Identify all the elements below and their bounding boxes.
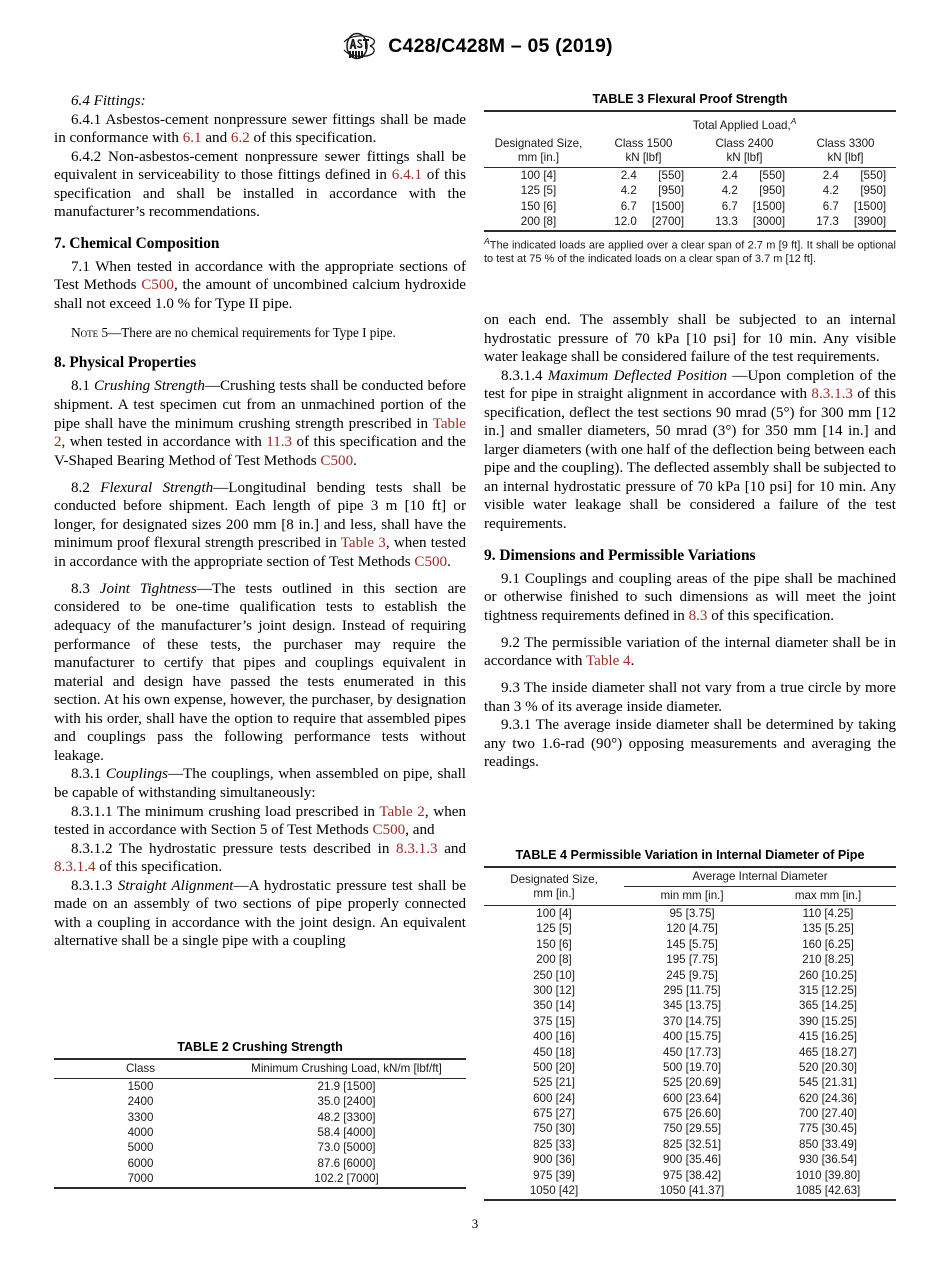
footnote-marker: A bbox=[484, 236, 490, 247]
cell-class-1500: 6.7 [1500] bbox=[620, 199, 685, 213]
cell-size: 975 [39] bbox=[533, 1168, 575, 1182]
table-3-col-class-1500: Class 1500 kN [lbf] bbox=[614, 137, 673, 165]
text-run: 8.3 bbox=[71, 580, 100, 597]
ref-link-c500[interactable]: C500 bbox=[372, 822, 406, 839]
text-run: . bbox=[353, 452, 357, 469]
cell-max: 365 [14.25] bbox=[799, 999, 858, 1013]
ref-link-table-2[interactable]: Table 2 bbox=[379, 803, 425, 820]
ref-link-6-4-1[interactable]: 6.4.1 bbox=[391, 167, 422, 184]
cell-min: 600 [23.64] bbox=[663, 1091, 722, 1105]
cell-min: 370 [14.75] bbox=[663, 1014, 722, 1028]
text-run: , when tested in accordance with the appropriate section of Test Methods bbox=[54, 535, 466, 570]
cell-class-1500: 4.2 [950] bbox=[620, 184, 685, 198]
table-row bbox=[54, 1110, 466, 1125]
table-3-span-header-row bbox=[484, 111, 896, 135]
cell-min: 1050 [41.37] bbox=[659, 1184, 725, 1198]
cell-size: 1050 [42] bbox=[529, 1184, 579, 1198]
cell-class: 5000 bbox=[127, 1141, 154, 1155]
cell-min: 825 [32.51] bbox=[663, 1137, 722, 1151]
cell-class: 4000 bbox=[127, 1125, 154, 1139]
table-3-col-size: Designated Size, mm [in.] bbox=[494, 137, 583, 165]
cell-min: 900 [35.46] bbox=[663, 1153, 722, 1167]
cell-min: 95 [3.75] bbox=[669, 907, 715, 920]
text-run: of this specification. bbox=[707, 607, 835, 624]
table-row bbox=[484, 1030, 896, 1045]
table-row bbox=[484, 1091, 896, 1106]
cell-size: 375 [15] bbox=[533, 1014, 575, 1028]
text-run: 8.3.1.2 The hydrostatic pressure tests described in bbox=[71, 840, 397, 857]
cell-class-2400: 13.3 [3000] bbox=[715, 215, 786, 229]
document-designation: C428/C428M – 05 (2019) bbox=[388, 34, 613, 57]
paragraph-continued: on each end. The assembly shall be subjected to an internal hydrostatic pressure of 70 kPa [10 psi] for 10 min. Any visible water leakage shall be considered failure of the test requirements. bbox=[484, 312, 896, 366]
table-3-footnote: $^A$The indicated loads are applied over a clear span of 2.7 m [9 ft]. It shall be optional to test at 75 % of the indicated loads on a clear span of 3.7 m [12 ft]. bbox=[484, 236, 896, 266]
cell-size: 900 [36] bbox=[533, 1153, 575, 1167]
cell-class-2400: 4.2 [950] bbox=[721, 184, 786, 198]
text-run: 6.4.2 Non-asbestos-cement nonpressure sewer fittings shall be equivalent in serviceability to those fittings defined in bbox=[54, 148, 466, 184]
table-2-bottom-rule bbox=[54, 1188, 466, 1189]
cell-size: 125 [5] bbox=[536, 922, 572, 936]
text-run: 9.1 Couplings and coupling areas of the pipe shall be machined or otherwise finished to such dimensions as will meet the joint tightness requirements defined in bbox=[484, 570, 896, 624]
paragraph-6-4-1 bbox=[54, 111, 466, 148]
ref-link-8-3-1-3[interactable]: 8.3.1.3 bbox=[396, 840, 438, 857]
table-3-col-class-3300: Class 3300 kN [lbf] bbox=[816, 137, 875, 165]
text-run: 6.4.1 Asbestos-cement nonpressure sewer fittings shall be made in conformance with bbox=[54, 111, 466, 147]
table-row bbox=[484, 922, 896, 937]
ref-link-table-2[interactable]: Table 2 bbox=[54, 415, 466, 451]
table-3-header-row bbox=[484, 135, 896, 168]
note-5 bbox=[54, 325, 466, 341]
cell-size: 125 [5] bbox=[520, 184, 557, 198]
cell-max: 390 [15.25] bbox=[799, 1014, 858, 1028]
text-run: and bbox=[437, 840, 466, 857]
term-straight-alignment: Straight Alignment bbox=[117, 877, 234, 894]
table-row bbox=[484, 1045, 896, 1060]
cell-max: 465 [18.27] bbox=[799, 1045, 858, 1059]
ref-link-8-3-1-3[interactable]: 8.3.1.3 bbox=[811, 386, 853, 403]
cell-size: 350 [14] bbox=[533, 999, 575, 1013]
table-row bbox=[54, 1125, 466, 1140]
cell-min: 450 [17.73] bbox=[663, 1045, 722, 1059]
table-row bbox=[484, 968, 896, 983]
ref-link-c500[interactable]: C500 bbox=[414, 553, 448, 570]
table-row bbox=[484, 937, 896, 952]
table-4 bbox=[484, 866, 896, 1201]
cell-class-2400: 2.4 [550] bbox=[721, 169, 786, 183]
text-run: of this specification, deflect the test sections 90 mrad (5°) for 300 mm [12 in.] and smaller diameters, 50 mrad (3°) for 350 mm [14 in.] and larger diameters (with one half of the deflection being between each pipe and the coupling). The deflected assembly shall be subjected to an internal hydrostatic pressure of 70 kPa [10 psi] for 10 min. Any visible water leakage shall be considered a failure of the test requirements. bbox=[484, 386, 896, 533]
table-4-col-size: Designated Size, mm [in.] bbox=[510, 872, 598, 900]
cell-min: 975 [38.42] bbox=[663, 1168, 722, 1182]
text-run: —Longitudinal bending tests shall be conducted before shipment. Each length of pipe 3 m [10 ft] or longer, for designated sizes 200 mm [8 in.] and less, shall have the minimum proof flexural strength prescribed in bbox=[54, 479, 466, 552]
ref-link-c500[interactable]: C500 bbox=[320, 452, 354, 469]
cell-size: 200 [8] bbox=[536, 953, 572, 967]
cell-min: 400 [15.75] bbox=[663, 1030, 722, 1044]
cell-max: 1010 [39.80] bbox=[795, 1168, 861, 1182]
text-run: —Upon completion of the test for pipe in straight alignment in accordance with bbox=[484, 367, 897, 403]
astm-logo bbox=[337, 32, 379, 60]
cell-size: 300 [12] bbox=[533, 983, 575, 997]
cell-size: 150 [6] bbox=[536, 937, 572, 951]
paragraph-8-3-1 bbox=[54, 765, 466, 802]
text-run: , when tested in accordance with bbox=[61, 434, 267, 451]
cell-max: 1085 [42.63] bbox=[795, 1184, 861, 1198]
text-run: 8.3.1.4 bbox=[501, 367, 548, 384]
cell-min: 195 [7.75] bbox=[666, 953, 718, 967]
table-row bbox=[484, 1014, 896, 1029]
cell-size: 100 [4] bbox=[520, 169, 557, 183]
ref-link-6-2[interactable]: 6.2 bbox=[230, 130, 250, 147]
heading-section-8: 8. Physical Properties bbox=[54, 354, 197, 372]
paragraph-7-1 bbox=[54, 258, 466, 314]
table-row bbox=[54, 1156, 466, 1171]
ref-link-8-3-1-4[interactable]: 8.3.1.4 bbox=[54, 859, 96, 876]
paragraph-6-4 bbox=[54, 92, 466, 111]
cell-class-3300: 6.7 [1500] bbox=[822, 199, 887, 213]
cell-class: 6000 bbox=[127, 1156, 154, 1170]
table-row bbox=[484, 168, 896, 184]
cell-load: 48.2 [3300] bbox=[317, 1110, 376, 1124]
cell-min: 245 [9.75] bbox=[666, 968, 718, 982]
note-label: Note bbox=[71, 325, 99, 341]
cell-min: 500 [19.70] bbox=[663, 1060, 722, 1074]
table-2-col-load: Minimum Crushing Load, kN/m [lbf/ft] bbox=[251, 1062, 442, 1075]
table-2 bbox=[54, 1058, 466, 1189]
table-2-block bbox=[54, 1040, 466, 1189]
table-row bbox=[484, 906, 896, 922]
cell-min: 345 [13.75] bbox=[663, 999, 722, 1013]
ref-link-c500[interactable]: C500 bbox=[141, 277, 174, 294]
text-run: —The tests outlined in this section are considered to be one-time qualification tests to establish the adequacy of the manufacturer’s joint design. Instead of requiring performance of these tests, the purchaser may require the manufacturer to certify that pipes and couplings equivalent in material and design have passed the tests enumerated in this section. At his own expense, however, the purchaser, by designation with his order, shall have the option to require that assembled pipes and couplings pass the following performance tests without leakage. bbox=[54, 580, 466, 764]
paragraph-8-3 bbox=[54, 580, 466, 765]
table-row bbox=[484, 1183, 896, 1199]
cell-load: 102.2 [7000] bbox=[314, 1172, 379, 1186]
cell-size: 675 [27] bbox=[533, 1107, 575, 1121]
cell-size: 750 [30] bbox=[533, 1122, 575, 1136]
text-run: of this specification. bbox=[249, 130, 377, 147]
table-2-col-class: Class bbox=[126, 1062, 156, 1075]
cell-max: 260 [10.25] bbox=[799, 968, 858, 982]
term-couplings: Couplings bbox=[105, 766, 168, 783]
table-4-title: TABLE 4 Permissible Variation in Internal Diameter of Pipe bbox=[515, 848, 865, 862]
paragraph-8-1 bbox=[54, 377, 466, 470]
text-run: of this specification and shall be installed in accordance with the manufacturer’s recommendations. bbox=[54, 167, 466, 221]
paragraph-6-4-2 bbox=[54, 148, 466, 222]
text-run: —Crushing tests shall be conducted before shipment. A test specimen cut from an unmachined portion of the pipe shall have the minimum crushing strength prescribed in bbox=[54, 378, 467, 432]
cell-size: 100 [4] bbox=[536, 907, 572, 920]
heading-section-7: 7. Chemical Composition bbox=[54, 234, 220, 252]
text-run: 9.2 The permissible variation of the internal diameter shall be in accordance with bbox=[484, 634, 896, 670]
cell-max: 850 [33.49] bbox=[799, 1137, 858, 1151]
cell-size: 250 [10] bbox=[533, 968, 575, 982]
cell-max: 135 [5.25] bbox=[802, 922, 854, 936]
cell-class-3300: 2.4 [550] bbox=[822, 169, 887, 183]
table-4-col-max: max mm [in.] bbox=[794, 889, 862, 903]
paragraph-9-3: 9.3 The inside diameter shall not vary from a true circle by more than 3 % of its average inside diameter. bbox=[484, 680, 896, 715]
text-run: 8.3.1 bbox=[71, 766, 106, 783]
right-column bbox=[484, 311, 896, 772]
table-row bbox=[484, 199, 896, 214]
cell-size: 150 [6] bbox=[520, 199, 557, 213]
table-4-block bbox=[484, 848, 896, 1201]
table-row bbox=[484, 215, 896, 231]
cell-max: 315 [12.25] bbox=[799, 983, 858, 997]
cell-class-3300: 17.3 [3900] bbox=[816, 215, 887, 229]
cell-max: 520 [20.30] bbox=[799, 1060, 858, 1074]
page-number: 3 bbox=[471, 1216, 479, 1231]
term-flexural-strength: Flexural Strength bbox=[100, 479, 214, 496]
table-row bbox=[484, 999, 896, 1014]
cell-size: 525 [21] bbox=[533, 1076, 575, 1090]
paragraph-9-3-1: 9.3.1 The average inside diameter shall be determined by taking any two 1.6-rad (90°) opposing measurements and averaging the readings. bbox=[484, 717, 896, 771]
table-3-bottom-rule bbox=[484, 231, 896, 232]
table-3-span-header: Total Applied Load,$^A$ bbox=[692, 116, 797, 132]
text-run: of this specification. bbox=[95, 859, 223, 876]
table-row bbox=[484, 1106, 896, 1121]
cell-min: 145 [5.75] bbox=[666, 937, 718, 951]
empty-cell bbox=[484, 111, 593, 135]
cell-min: 525 [20.69] bbox=[663, 1076, 722, 1090]
cell-min: 675 [26.60] bbox=[663, 1107, 722, 1121]
table-row bbox=[484, 184, 896, 199]
cell-max: 210 [8.25] bbox=[802, 953, 854, 967]
heading-section-9: 9. Dimensions and Permissible Variations bbox=[484, 546, 756, 564]
cell-class: 1500 bbox=[127, 1079, 154, 1093]
cell-min: 750 [29.55] bbox=[663, 1122, 722, 1136]
table-3-title: TABLE 3 Flexural Proof Strength bbox=[592, 92, 788, 106]
cell-max: 160 [6.25] bbox=[802, 937, 854, 951]
table-row bbox=[54, 1079, 466, 1095]
table-4-bottom-rule bbox=[484, 1200, 896, 1201]
cell-load: 87.6 [6000] bbox=[317, 1156, 376, 1170]
cell-class-1500: 2.4 [550] bbox=[620, 169, 685, 183]
text-run: 7.1 When tested in accordance with the appropriate sections of Test Methods bbox=[54, 258, 466, 294]
text-run: 8.1 bbox=[71, 378, 94, 395]
text-run: —A hydrostatic pressure test shall be made on an assembly of two sections of pipe properly connected with a coupling in accordance with the joint design. An equivalent alternative shall be a single pipe with a coupling bbox=[54, 877, 467, 950]
text-run: , the amount of uncombined calcium hydroxide shall not exceed 1.0 % for Type II pipe. bbox=[54, 277, 466, 312]
table-row bbox=[484, 1153, 896, 1168]
paragraph-8-3-1-3 bbox=[54, 877, 466, 951]
paragraph-8-3-1-2 bbox=[54, 840, 466, 877]
cell-min: 295 [11.75] bbox=[663, 983, 721, 997]
cell-size: 450 [18] bbox=[533, 1045, 575, 1059]
cell-max: 110 [4.25] bbox=[802, 907, 854, 920]
table-row bbox=[484, 1168, 896, 1183]
text-run: 8.2 bbox=[71, 479, 101, 496]
page-header bbox=[0, 0, 950, 57]
ref-link-table-4[interactable]: Table 4 bbox=[585, 653, 631, 670]
table-3-col-class-2400: Class 2400 kN [lbf] bbox=[715, 137, 774, 165]
paragraph-8-3-1-4 bbox=[484, 367, 896, 534]
cell-min: 120 [4.75] bbox=[666, 922, 718, 936]
table-row bbox=[54, 1095, 466, 1110]
table-row bbox=[54, 1141, 466, 1156]
cell-max: 930 [36.54] bbox=[799, 1153, 858, 1167]
paragraph-9-1 bbox=[484, 570, 896, 626]
term-crushing-strength: Crushing Strength bbox=[93, 378, 205, 395]
paragraph-8-2 bbox=[54, 479, 466, 572]
ref-link-8-3[interactable]: 8.3 bbox=[688, 607, 708, 624]
table-4-col-min: min mm [in.] bbox=[660, 889, 724, 903]
cell-class: 3300 bbox=[127, 1110, 154, 1124]
table-row bbox=[484, 1122, 896, 1137]
paragraph-6-4-text: 6.4 Fittings: bbox=[71, 93, 146, 109]
cell-max: 775 [30.45] bbox=[799, 1122, 858, 1136]
text-run: 8.3.1.1 The minimum crushing load prescribed in bbox=[71, 803, 380, 820]
table-row bbox=[54, 1172, 466, 1188]
note-text: 5—There are no chemical requirements for Type I pipe. bbox=[98, 325, 396, 341]
cell-max: 700 [27.40] bbox=[799, 1107, 858, 1121]
text-run: 8.3.1.3 bbox=[71, 877, 118, 894]
cell-size: 600 [24] bbox=[533, 1091, 575, 1105]
cell-class-2400: 6.7 [1500] bbox=[721, 199, 786, 213]
table-4-span-header-row bbox=[484, 867, 896, 887]
table-3 bbox=[484, 110, 896, 232]
footnote-marker: A bbox=[790, 116, 797, 126]
text-run: , and bbox=[405, 822, 435, 839]
text-run: of this specification and the V-Shaped Bearing Method of Test Methods bbox=[54, 434, 466, 469]
text-run: and bbox=[201, 130, 231, 147]
text-run: —The couplings, when assembled on pipe, shall be capable of withstanding simultaneously: bbox=[54, 766, 466, 801]
table-2-title: TABLE 2 Crushing Strength bbox=[177, 1040, 343, 1054]
term-joint-tightness: Joint Tightness bbox=[99, 580, 197, 597]
cell-size: 200 [8] bbox=[520, 215, 557, 229]
left-column bbox=[54, 92, 466, 951]
table-row bbox=[484, 1060, 896, 1075]
ref-link-6-1[interactable]: 6.1 bbox=[182, 130, 202, 147]
term-maximum-deflected-position: Maximum Deflected Position bbox=[547, 367, 733, 384]
cell-load: 73.0 [5000] bbox=[317, 1141, 376, 1155]
cell-size: 825 [33] bbox=[533, 1137, 575, 1151]
text-run: . bbox=[447, 553, 451, 570]
paragraph-8-3-1-1 bbox=[54, 803, 466, 840]
table-row bbox=[484, 1076, 896, 1091]
table-row bbox=[484, 953, 896, 968]
table-3-block bbox=[484, 92, 896, 267]
cell-max: 620 [24.36] bbox=[799, 1091, 858, 1105]
cell-load: 21.9 [1500] bbox=[317, 1079, 376, 1093]
text-run: , when tested in accordance with Section 5 of Test Methods bbox=[54, 803, 466, 839]
cell-load: 35.0 [2400] bbox=[317, 1095, 376, 1109]
text-run: . bbox=[630, 653, 635, 670]
cell-class-3300: 4.2 [950] bbox=[822, 184, 887, 198]
cell-max: 415 [16.25] bbox=[799, 1030, 858, 1044]
ref-link-11-3[interactable]: 11.3 bbox=[266, 434, 293, 451]
cell-class: 2400 bbox=[127, 1095, 154, 1109]
cell-class: 7000 bbox=[127, 1172, 154, 1186]
table-row bbox=[484, 983, 896, 998]
cell-size: 400 [16] bbox=[533, 1030, 575, 1044]
cell-max: 545 [21.31] bbox=[799, 1076, 858, 1090]
cell-class-1500: 12.0 [2700] bbox=[614, 215, 685, 229]
table-4-span-header: Average Internal Diameter bbox=[624, 867, 896, 887]
paragraph-9-2 bbox=[484, 634, 896, 671]
table-2-header-row bbox=[54, 1059, 466, 1079]
table-row bbox=[484, 1137, 896, 1152]
cell-size: 500 [20] bbox=[533, 1060, 575, 1074]
ref-link-table-3[interactable]: Table 3 bbox=[340, 535, 386, 552]
cell-load: 58.4 [4000] bbox=[317, 1125, 376, 1139]
